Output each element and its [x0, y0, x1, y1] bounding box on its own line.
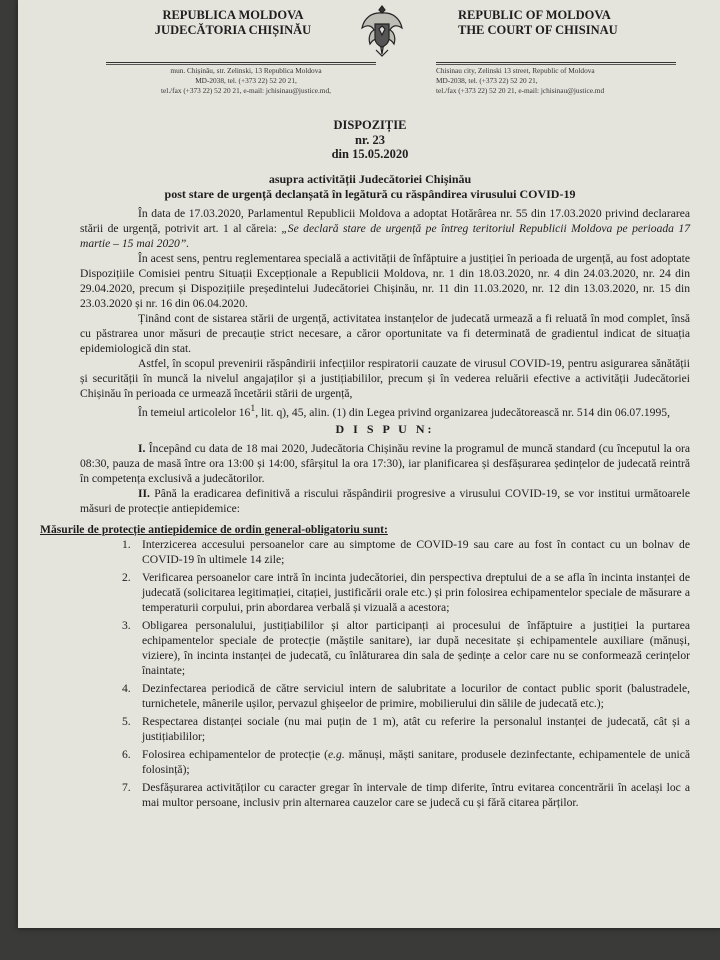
header-rule-left-2 [106, 64, 376, 65]
list-item [122, 714, 690, 744]
list-item-text: Dezinfectarea periodică de către serviciul intern de salubritate a locurilor de contact public sporit (balustradele, turnichetele, mânerile ușilor, pervazul ghișeelor de primire, mobilierului din sălile de judecată etc.); [142, 681, 690, 710]
list-item-text: Interzicerea accesului persoanelor care au simptome de COVID-19 sau care au fost în contact cu un bolnav de COVID-19 în ultimele 14 zile; [142, 537, 690, 566]
paragraph-II [80, 486, 690, 516]
list-item-number: 3. [122, 618, 131, 632]
list-item [122, 537, 690, 567]
list-item [122, 747, 691, 777]
paragraph-1 [80, 206, 690, 251]
document-type: DISPOZIȚIE [333, 118, 407, 132]
header-right [458, 8, 688, 38]
paragraph-5 [80, 401, 690, 420]
list-item-text-b: mănuși, măști sanitare, produsele dezinfectante, echipamentele de unică folosință); [142, 747, 691, 776]
address-left [106, 66, 386, 96]
address-right-line3: tel./fax (+373 22) 52 20 21, e-mail: jchisinau@justice.md [436, 86, 605, 95]
address-right [436, 66, 696, 96]
paragraph-I [80, 441, 690, 486]
list-item-number: 5. [122, 714, 131, 728]
paragraph-5-text-a: În temeiul articolelor 16 [138, 405, 251, 419]
document-page [18, 0, 720, 928]
paragraph-5-text-b: , lit. q), 45, alin. (1) din Legea privind organizarea judecătorească nr. 514 din 06.07.1995, [255, 405, 670, 419]
list-item-number: 6. [122, 747, 131, 761]
list-item [122, 618, 690, 678]
document-title [18, 118, 720, 162]
list-item-number: 1. [122, 537, 131, 551]
paragraph-2: În acest sens, pentru reglementarea specială a activității de înfăptuire a justiției în perioada de urgență, au fost adoptate Dispozițiile Comisiei pentru Situații Excepționale a Republicii Moldova, nr. 1 din 18.03.2020, nr. 4 din 24.03.2020, nr. 24 din 29.04.2020, precum și Dispozițiile președintelui Judecătoriei Chișinău, nr. 11 din 11.03.2020, nr. 12 din 13.03.2020, nr. 15 din 23.03.2020 și nr. 16 din 06.04.2020. [80, 252, 690, 310]
header-left [138, 8, 328, 38]
paragraph-1-text: În data de 17.03.2020, Parlamentul Republicii Moldova a adoptat Hotărârea nr. 55 din 17.03.2020 privind declararea stării de urgență, potrivit art. 1 al căreia: [80, 207, 690, 235]
list-item-text-italic: e.g. [328, 747, 345, 761]
document-subject [18, 172, 720, 201]
coat-of-arms-icon [358, 2, 406, 60]
list-item-text: Respectarea distanței sociale (nu mai puțin de 1 m), atât cu referire la personalul instanței de judecată, cât și a justițiabililor; [142, 714, 690, 743]
list-item-text: Verificarea persoanelor care intră în incinta judecătoriei, din perspectiva dreptului de a se afla în incinta instanței de judecată (solicitarea legitimației, citației, justificării orale etc.) și prin folosirea echipamentelor speciale de măsurare a temperaturii corpului, prin abordarea verbală și vizuală a acestora; [142, 570, 690, 614]
address-right-line2: MD-2038, tel. (+373 22) 52 20 21, [436, 76, 538, 85]
paragraph-II-text: Până la eradicarea definitivă a riscului răspândirii progresive a virusului COVID-19, se vor institui următoarele măsuri de protecție antiepidemice: [80, 486, 690, 515]
paragraph-5-sup: 1 [250, 403, 256, 414]
dispun-heading: D I S P U N: [335, 421, 435, 436]
header-left-line2: JUDECĂTORIA CHIȘINĂU [154, 23, 312, 37]
header-right-line2: THE COURT OF CHISINAU [458, 23, 618, 37]
paragraph-II-number: II. [138, 486, 150, 500]
document-body [40, 206, 691, 813]
document-date: din 15.05.2020 [331, 147, 409, 161]
address-left-line3: tel./fax (+373 22) 52 20 21, e-mail: jchisinau@justice.md, [161, 86, 331, 95]
paragraph-4: Astfel, în scopul prevenirii răspândirii infecțiilor respiratorii cauzate de virusul COVID-19, pentru asigurarea sănătății și securității în muncă la nivelul angajaților și a justițiabililor, precum și în vederea reluării efective a activității Judecătoriei Chișinău în perioada ce urmează încetării stării de urgență, [80, 357, 690, 400]
address-right-line1: Chisinau city, Zelinski 13 street, Republic of Moldova [436, 66, 595, 75]
document-number: nr. 23 [354, 132, 386, 147]
header-left-line1: REPUBLICA MOLDOVA [162, 8, 304, 22]
list-item [122, 570, 690, 615]
header-rule-right [436, 62, 676, 63]
list-item-text: Obligarea personalului, justițiabililor și altor participanți ai procesului de înfăptuire a justiției la purtarea echipamentelor speciale de protecție (măștile sanitare), iar după necesitate și echipamentele auxiliare (mănuși, viziere), în incinta instanței de judecată, cu înlăturarea din sala de ședințe a celor care nu se conformează cerințelor înaintate; [142, 618, 690, 677]
list-item [122, 780, 690, 810]
measures-list [80, 537, 690, 810]
paragraph-1-quote: „Se declară stare de urgență pe întreg teritoriul Republicii Moldova pe perioada 17 martie – 15 mai 2020”. [80, 222, 690, 250]
header-right-line1: REPUBLIC OF MOLDOVA [458, 8, 611, 22]
address-left-line2: MD-2038, tel. (+373 22) 52 20 21, [195, 76, 297, 85]
list-item-number: 7. [122, 780, 131, 794]
subject-line2: post stare de urgență declanșată în legătură cu răspândirea virusului COVID-19 [164, 186, 576, 201]
header-rule-right-2 [436, 64, 676, 65]
paragraph-3: Ținând cont de sistarea stării de urgență, activitatea instanțelor de judecată urmează a fi reluată în mod complet, însă cu păstrarea unor măsuri de precauție strict necesare, a căror oportunitate va fi determinată de gradientul indicat de situația epidemiologică din stat. [80, 312, 690, 355]
paragraph-I-text: Începând cu data de 18 mai 2020, Judecătoria Chișinău revine la programul de muncă standard (cu începutul la ora 08:30, pauza de masă între ora 13:00 și 14:00, sfârșitul la ora 17:30), iar planificarea și desfășurarea ședințelor de judecată reintră în competența exclusivă a judecătorilor. [80, 441, 690, 485]
measures-heading: Măsurile de protecție antiepidemice de ordin general-obligatoriu sunt: [40, 522, 388, 536]
address-left-line1: mun. Chișinău, str. Zelinski, 13 Republica Moldova [170, 66, 322, 75]
list-item-text: Desfășurarea activităților cu caracter gregar în intervale de timp diferite, întru evitarea concentrării în același loc a mai multor persoane, inclusiv prin alternarea cauzelor care se judecă cu și fără citarea părților. [142, 780, 690, 809]
header-rule-left [106, 62, 376, 63]
list-item-text-a: Folosirea echipamentelor de protecție ( [142, 747, 328, 761]
list-item [122, 681, 690, 711]
list-item-number: 4. [122, 681, 131, 695]
paragraph-I-number: I. [138, 441, 146, 455]
list-item-number: 2. [122, 570, 131, 584]
subject-line1: asupra activității Judecătoriei Chișinău [268, 172, 472, 186]
